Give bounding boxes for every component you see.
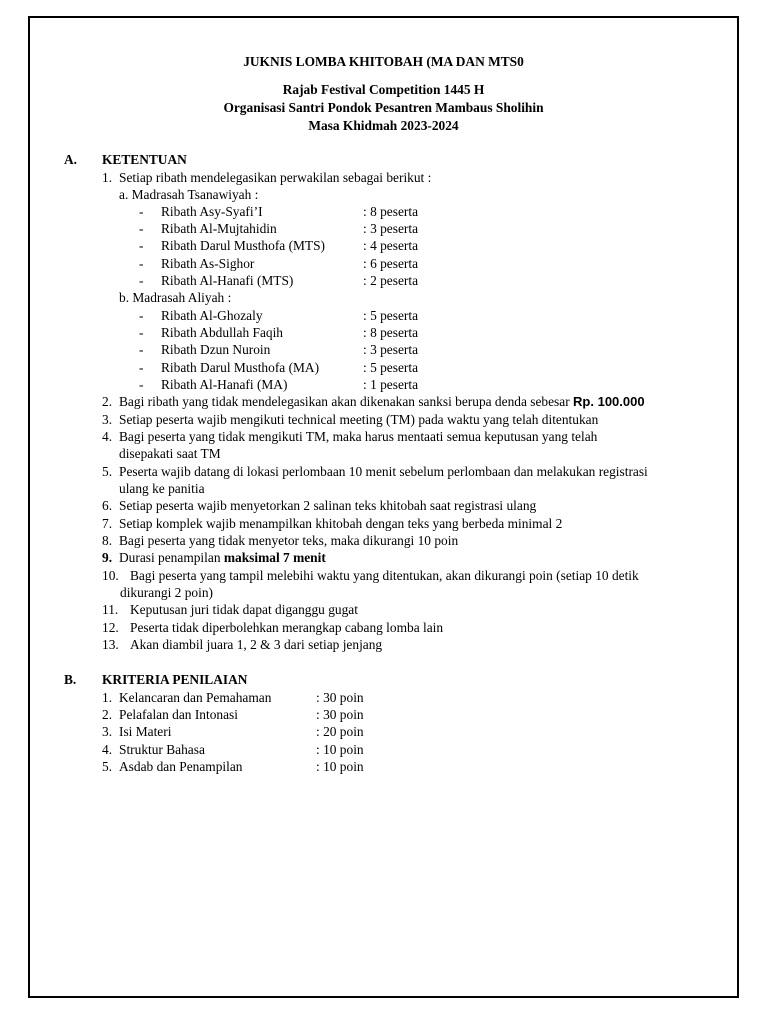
penalty-text: Bagi ribath yang tidak mendelegasikan akan dikenakan sanksi berupa denda sebesar [119,394,570,409]
row-dash: - [139,325,144,340]
ribath-name: Ribath Darul Musthofa (MA) [161,360,320,375]
ribath-name: Ribath Abdullah Faqih [161,325,283,340]
participant-count: : 3 peserta [363,342,419,357]
ribath-name: Ribath Al-Hanafi (MA) [161,377,288,392]
row-dash: - [139,221,144,236]
list-item-number: 6. [102,498,113,513]
row-dash: - [139,273,144,288]
criteria-name: Pelafalan dan Intonasi [119,707,238,722]
criteria-number: 3. [102,724,113,739]
list-item-number: 1. [102,170,113,185]
list-item-text: Setiap ribath mendelegasikan perwakilan sebagai berikut : [119,170,432,185]
participant-count: : 8 peserta [363,325,419,340]
list-item-text [119,549,326,566]
participant-count: : 5 peserta [363,360,419,375]
duration-limit: maksimal 7 menit [223,550,326,565]
list-item-number: 4. [102,429,113,444]
ribath-name: Ribath Al-Mujtahidin [161,221,277,236]
list-item-number: 7. [102,516,113,531]
row-dash: - [139,256,144,271]
list-item-number: 11. [102,602,119,617]
penalty-amount: Rp. 100.000 [573,394,645,409]
list-item-text: Setiap komplek wajib menampilkan khitobah dengan teks yang berbeda minimal 2 [119,516,563,531]
document-subtitle-event: Rajab Festival Competition 1445 H [282,82,485,97]
ribath-name: Ribath Asy-Syafi’I [161,204,263,219]
criteria-number: 1. [102,690,113,705]
list-item-text: Peserta wajib datang di lokasi perlombaan 10 menit sebelum perlombaan dan melakukan registrasi [119,464,648,479]
criteria-number: 5. [102,759,113,774]
row-dash: - [139,342,144,357]
row-dash: - [139,204,144,219]
list-item-number: 12. [102,620,119,635]
list-item-number: 2. [102,394,113,409]
ribath-name: Ribath Al-Hanafi (MTS) [161,273,294,288]
duration-text: Durasi penampilan [119,550,221,565]
row-dash: - [139,238,144,253]
list-item-text: Akan diambil juara 1, 2 & 3 dari setiap jenjang [130,637,383,652]
list-item-number: 5. [102,464,113,479]
list-item-text: Bagi peserta yang tidak mengikuti TM, maka harus mentaati semua keputusan yang telah [119,429,598,444]
row-dash: - [139,377,144,392]
list-item-text: Bagi peserta yang tampil melebihi waktu yang ditentukan, akan dikurangi poin (setiap 10 detik [130,568,639,583]
section-b-heading: KRITERIA PENILAIAN [102,672,248,687]
criteria-score: : 20 poin [316,724,364,739]
document-subtitle-organization: Organisasi Santri Pondok Pesantren Mambaus Sholihin [223,100,544,115]
participant-count: : 8 peserta [363,204,419,219]
criteria-name: Struktur Bahasa [119,742,205,757]
list-item-text: Bagi peserta yang tidak menyetor teks, maka dikurangi 10 poin [119,533,459,548]
criteria-score: : 30 poin [316,690,364,705]
list-item-text: Keputusan juri tidak dapat diganggu gugat [130,602,358,617]
section-b-letter: B. [64,672,77,687]
list-item-text-continued: disepakati saat TM [119,446,221,461]
participant-count: : 1 peserta [363,377,419,392]
list-item-text: Setiap peserta wajib menyetorkan 2 salinan teks khitobah saat registrasi ulang [119,498,537,513]
criteria-score: : 10 poin [316,759,364,774]
group-label-aliyah: b. Madrasah Aliyah : [119,290,232,305]
group-label-tsanawiyah: a. Madrasah Tsanawiyah : [119,187,259,202]
participant-count: : 5 peserta [363,308,419,323]
list-item-text: Peserta tidak diperbolehkan merangkap cabang lomba lain [130,620,444,635]
criteria-number: 2. [102,707,113,722]
list-item-text: Setiap peserta wajib mengikuti technical meeting (TM) pada waktu yang telah ditentukan [119,412,599,427]
section-a-heading: KETENTUAN [102,152,187,167]
list-item-text [119,393,645,410]
criteria-name: Kelancaran dan Pemahaman [119,690,272,705]
document-title: JUKNIS LOMBA KHITOBAH (MA DAN MTS0 [243,54,524,69]
list-item-number: 13. [102,637,119,652]
list-item-number: 8. [102,533,113,548]
ribath-name: Ribath As-Sighor [161,256,255,271]
list-item-number: 3. [102,412,113,427]
ribath-name: Ribath Darul Musthofa (MTS) [161,238,326,253]
section-a-letter: A. [64,152,78,167]
list-item-text-continued: dikurangi 2 poin) [120,585,213,600]
row-dash: - [139,360,144,375]
list-item-text-continued: ulang ke panitia [119,481,205,496]
participant-count: : 6 peserta [363,256,419,271]
list-item-number: 9. [102,550,113,565]
list-item-number: 10. [102,568,119,583]
document-subtitle-period: Masa Khidmah 2023-2024 [308,118,459,133]
row-dash: - [139,308,144,323]
criteria-name: Asdab dan Penampilan [119,759,243,774]
criteria-number: 4. [102,742,113,757]
ribath-name: Ribath Al-Ghozaly [161,308,263,323]
participant-count: : 2 peserta [363,273,419,288]
criteria-name: Isi Materi [119,724,172,739]
criteria-score: : 30 poin [316,707,364,722]
criteria-score: : 10 poin [316,742,364,757]
ribath-name: Ribath Dzun Nuroin [161,342,271,357]
participant-count: : 4 peserta [363,238,419,253]
participant-count: : 3 peserta [363,221,419,236]
